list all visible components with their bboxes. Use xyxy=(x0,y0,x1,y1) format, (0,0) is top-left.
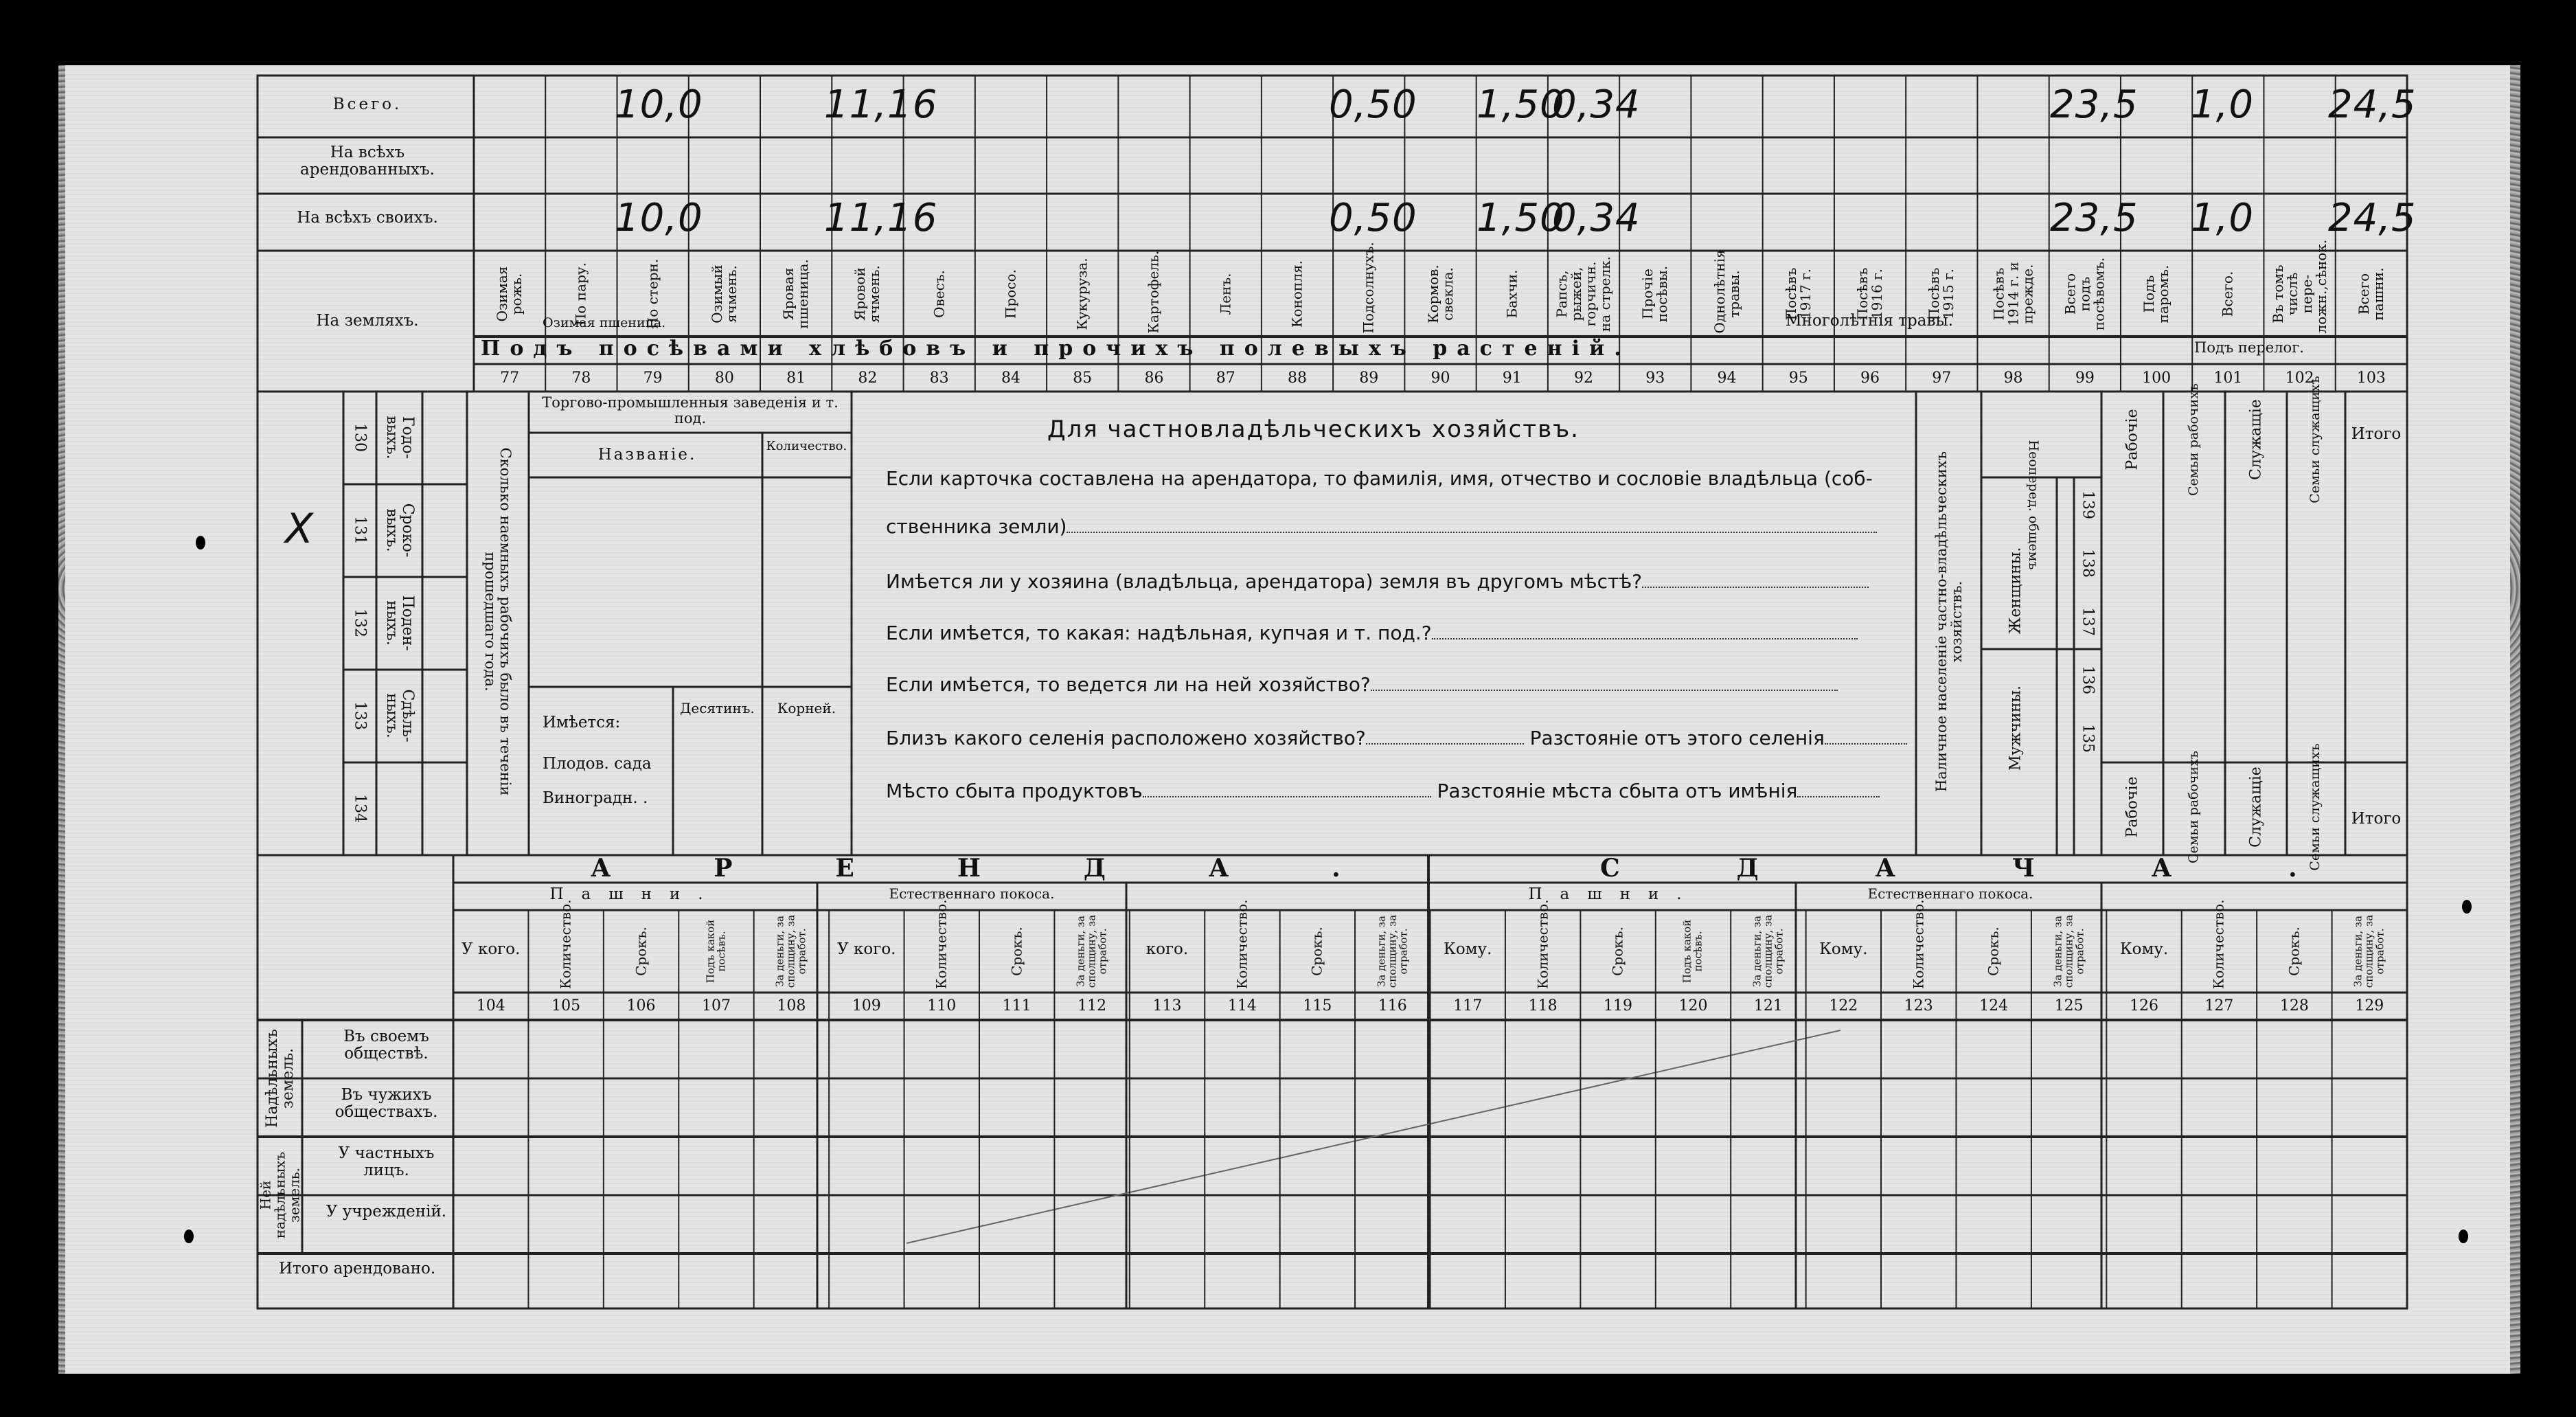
col-num-79: 79 xyxy=(643,370,663,387)
crop-header-14: Бахчи. xyxy=(1503,269,1520,319)
crop-header-26: Всего пашни. xyxy=(2355,267,2386,321)
hw-x-mark: X xyxy=(285,505,315,553)
rent-header-124: Срокъ. xyxy=(1985,927,2002,976)
col-num-119: 119 xyxy=(1604,997,1633,1014)
posev-title: Подъ посѣвами хлѣбовъ и прочихъ полевыхъ растеній. xyxy=(481,337,1631,361)
col-num-129: 129 xyxy=(2355,997,2384,1014)
rent-header-105: Количество. xyxy=(557,899,574,989)
rent-itogo: Итого арендовано. xyxy=(278,1260,436,1278)
pop-rabochie: Рабочіе xyxy=(2123,409,2141,471)
trade-vinograd: Виноградн. . xyxy=(543,789,648,807)
pop-n139: 139 xyxy=(2079,490,2097,519)
crop-header-20: Посѣвъ 1915 г. xyxy=(1926,267,1957,321)
col-num-115: 115 xyxy=(1303,997,1332,1014)
crop-header-9: Картофель. xyxy=(1145,250,1162,334)
crop-header-12: Подсолнухъ. xyxy=(1360,242,1377,334)
crop-header-0: Озимая рожь. xyxy=(494,266,525,322)
col-num-85: 85 xyxy=(1073,370,1093,387)
col-num-112: 112 xyxy=(1078,997,1107,1014)
col-num-110: 110 xyxy=(927,997,957,1014)
pop-zhen: Женщины. xyxy=(2007,547,2025,635)
col-num-96: 96 xyxy=(1860,370,1880,387)
hw-svoikh-10b: 1,0 xyxy=(2191,196,2255,240)
rent-header-117: Кому. xyxy=(1444,940,1492,958)
punch-hole xyxy=(184,1229,194,1243)
hw-vsego-11: 11,16 xyxy=(824,82,938,127)
hw-svoikh-245: 24,5 xyxy=(2328,196,2417,240)
private-q4: Если имѣется, то ведется ли на ней хозяйство? xyxy=(886,673,1889,696)
pop-n138: 138 xyxy=(2079,549,2097,578)
rent-header-111: Срокъ. xyxy=(1008,927,1025,976)
crop-header-4: Яровая пшеница. xyxy=(780,259,812,329)
col-num-89: 89 xyxy=(1359,370,1379,387)
rent-header-123: Количество. xyxy=(1910,899,1927,989)
rent-header-107: Подъ какой посѣвъ. xyxy=(704,919,727,984)
col-num-86: 86 xyxy=(1144,370,1164,387)
crop-header-21: Посѣвъ 1914 г. и прежде. xyxy=(1990,262,2036,326)
col-num-126: 126 xyxy=(2130,997,2158,1014)
rent-header-104: У кого. xyxy=(461,940,521,958)
rent-u-uchr: У учрежденій. xyxy=(326,1203,447,1221)
rent-v-chuzh: Въ чужихъ обществахъ. xyxy=(334,1086,438,1122)
col-num-118: 118 xyxy=(1528,997,1558,1014)
rent-header-119: Срокъ. xyxy=(1609,927,1626,976)
rent-header-106: Срокъ. xyxy=(632,927,650,976)
col-num-125: 125 xyxy=(2054,997,2084,1014)
private-q1b: ственника земли) xyxy=(886,515,1889,538)
col-num-104: 104 xyxy=(476,997,505,1014)
private-q5: Близъ какого селенія расположено хозяйство? Разстояніе отъ этого селенія xyxy=(886,727,1889,749)
punch-hole xyxy=(196,536,205,549)
sdacha-title: СДАЧА. xyxy=(1600,854,2414,883)
punch-hole xyxy=(2462,900,2472,914)
rent-header-114: Количество. xyxy=(1233,899,1251,989)
rent-header-109: У кого. xyxy=(837,940,896,958)
col-num-78: 78 xyxy=(571,370,591,387)
rent-header-112: За деньги, за сполщину, за отработ. xyxy=(1074,914,1108,988)
row-label-vsego: Всего. xyxy=(332,95,402,113)
pop-muzh: Мужчины. xyxy=(2007,685,2025,771)
pop-neoseduch: Неоперед. общемъ xyxy=(2025,440,2041,570)
workers-side-title: Сколько наемныхъ рабочихъ было въ теченіи прошедшаго года. xyxy=(482,447,514,796)
trade-korney: Корней. xyxy=(777,700,836,716)
hw-svoikh-050: 0,50 xyxy=(1329,196,1417,240)
col-num-77: 77 xyxy=(500,370,520,387)
hw-vsego-034: 0,34 xyxy=(1552,82,1641,127)
private-q3: Если имѣется, то какая: надѣльная, купчая и т. под.? xyxy=(886,622,1889,644)
col-num-91: 91 xyxy=(1502,370,1522,387)
crop-header-2: По стерн. xyxy=(644,258,661,330)
rent-ne-nadel: Ней надѣльныхъ земель. xyxy=(257,1151,303,1239)
mnogolet-label: Многолѣтнія травы. xyxy=(1786,312,1954,330)
hw-svoikh-235: 23,5 xyxy=(2050,196,2139,240)
num-130: 130 xyxy=(351,423,369,452)
col-num-94: 94 xyxy=(1717,370,1737,387)
crop-header-16: Прочіе посѣвы. xyxy=(1639,265,1671,323)
hw-vsego-150: 1,50 xyxy=(1477,82,1565,127)
rent-header-116: За деньги, за сполщину, за отработ. xyxy=(1375,914,1409,988)
col-num-101: 101 xyxy=(2213,370,2243,387)
rent-v-svoem: Въ своемъ обществѣ. xyxy=(343,1028,429,1063)
private-title: Для частновладѣльческихъ хозяйствъ. xyxy=(1047,416,1580,443)
rent-header-121: За деньги, за сполщину, за отработ. xyxy=(1751,914,1785,988)
crop-header-8: Кукуруза. xyxy=(1073,258,1091,330)
rent-header-125: За деньги, за сполщину, за отработ. xyxy=(2051,914,2086,988)
pop-rabochie-b: Рабочіе xyxy=(2123,776,2141,838)
label-godovykh: Годо-выхъ. xyxy=(383,416,417,460)
rent-header-120: Подъ какой посѣвъ. xyxy=(1680,919,1705,984)
col-num-97: 97 xyxy=(1932,370,1952,387)
rent-header-118: Количество. xyxy=(1534,899,1551,989)
crop-header-25: Въ томъ числѣ пере-ложн.,сѣнок. xyxy=(2269,239,2329,334)
num-132: 132 xyxy=(351,609,369,637)
crop-header-11: Конопля. xyxy=(1288,260,1306,328)
trade-title: Торгово-промышленныя заведенія и т. под. xyxy=(542,394,839,427)
crop-header-3: Озимый ячмень. xyxy=(708,264,740,324)
label-sdelnykh: Сдѣль-ныхъ. xyxy=(383,689,417,742)
num-133: 133 xyxy=(351,701,369,730)
rent-header-128: Срокъ. xyxy=(2286,927,2303,976)
pop-n137: 137 xyxy=(2079,607,2097,636)
crop-header-18: Посѣвъ 1917 г. xyxy=(1782,267,1814,321)
pop-itogo-b: Итого xyxy=(2351,810,2402,828)
population-title: Наличное населеніе частно-владѣльческихъ хозяйствъ. xyxy=(1933,451,1965,793)
col-num-124: 124 xyxy=(1979,997,2009,1014)
crop-header-13: Кормов. свекла. xyxy=(1424,264,1456,324)
trade-qty-header: Количество. xyxy=(766,439,847,453)
col-num-127: 127 xyxy=(2204,997,2234,1014)
row-label-svoikh: На всѣхъ своихъ. xyxy=(297,209,438,227)
col-num-84: 84 xyxy=(1001,370,1021,387)
rent-u-chast: У частныхъ лицъ. xyxy=(338,1144,435,1180)
col-num-98: 98 xyxy=(2003,370,2023,387)
sdacha-pashni: Пашни. xyxy=(1528,885,1700,903)
col-num-82: 82 xyxy=(858,370,878,387)
pop-semi-rab-b: Семьи рабочихъ xyxy=(2186,750,2202,864)
row-label-arend: На всѣхъ арендованныхъ. xyxy=(300,144,435,179)
col-num-102: 102 xyxy=(2285,370,2314,387)
col-num-109: 109 xyxy=(852,997,881,1014)
perelog-label: Подъ перелог. xyxy=(2194,339,2304,356)
col-num-128: 128 xyxy=(2279,997,2309,1014)
label-srokovykh: Сроко-выхъ. xyxy=(383,503,417,558)
row-label-na-zemlyakh: На земляхъ. xyxy=(316,312,419,330)
rent-header-108: За деньги, за сполщину, за отработ. xyxy=(773,914,808,988)
crop-header-1: По пару. xyxy=(572,262,589,326)
col-num-106: 106 xyxy=(626,997,656,1014)
crop-header-17: Однолѣтнія травы. xyxy=(1711,249,1742,334)
hw-vsego-245: 24,5 xyxy=(2328,82,2417,127)
pop-sluzh: Служащіе xyxy=(2247,399,2265,480)
label-podennykh: Поден-ныхъ. xyxy=(383,595,417,651)
col-num-108: 108 xyxy=(777,997,806,1014)
rent-header-115: Срокъ. xyxy=(1308,927,1325,976)
rent-nadel: Надѣльныхъ земель. xyxy=(263,1029,297,1128)
hw-vsego-10: 10,0 xyxy=(615,82,703,127)
punch-hole xyxy=(2459,1229,2468,1243)
pop-sluzh-b: Служащіе xyxy=(2247,767,2265,848)
col-num-92: 92 xyxy=(1574,370,1593,387)
col-num-107: 107 xyxy=(701,997,731,1014)
pop-n136: 136 xyxy=(2079,666,2097,694)
sdacha-pokos: Естественнаго покоса. xyxy=(1867,885,2033,902)
crop-header-23: Подъ паромъ. xyxy=(2141,264,2172,324)
col-num-116: 116 xyxy=(1378,997,1407,1014)
hw-vsego-050: 0,50 xyxy=(1329,82,1417,127)
rent-header-129: За деньги, за сполщину, за отработ. xyxy=(2351,914,2386,988)
col-num-111: 111 xyxy=(1002,997,1031,1014)
col-num-93: 93 xyxy=(1645,370,1665,387)
crop-header-6: Овесъ. xyxy=(931,270,948,318)
col-num-120: 120 xyxy=(1678,997,1708,1014)
col-num-90: 90 xyxy=(1431,370,1450,387)
col-num-122: 122 xyxy=(1829,997,1858,1014)
pop-semi-sluzh: Семьи служащихъ xyxy=(2307,376,2323,503)
hw-svoikh-034: 0,34 xyxy=(1552,196,1641,240)
private-q1: Если карточка составлена на арендатора, то фамилія, имя, отчество и сословіе владѣльца (соб- xyxy=(886,467,1873,490)
trade-plod: Плодов. сада xyxy=(543,755,652,773)
trade-imeetsya: Имѣется: xyxy=(543,714,621,732)
ozim-psh-label: Озимая пшеница. xyxy=(543,315,666,330)
col-num-105: 105 xyxy=(551,997,581,1014)
private-q2: Имѣется ли у хозяина (владѣльца, арендатора) земля въ другомъ мѣстѣ? xyxy=(886,570,1889,593)
pop-semi-rab: Семьи рабочихъ xyxy=(2186,383,2202,497)
col-num-113: 113 xyxy=(1152,997,1182,1014)
private-q6: Мѣсто сбыта продуктовъ Разстояніе мѣста сбыта отъ имѣнія xyxy=(886,780,1889,802)
rent-header-113: кого. xyxy=(1145,940,1189,958)
crop-header-22: Всего подъ посѣвомъ. xyxy=(2062,257,2108,331)
crop-header-19: Посѣвъ 1916 г. xyxy=(1854,267,1886,321)
hw-svoikh-11: 11,16 xyxy=(824,196,938,240)
crop-header-5: Яровой ячмень. xyxy=(852,265,883,323)
rent-header-127: Количество. xyxy=(2210,899,2227,989)
col-num-121: 121 xyxy=(1753,997,1783,1014)
pop-n135: 135 xyxy=(2079,724,2097,753)
arenda-title: АРЕНДА. xyxy=(591,854,1444,883)
rent-header-122: Кому. xyxy=(1819,940,1868,958)
col-num-83: 83 xyxy=(929,370,949,387)
crop-header-7: Просо. xyxy=(1002,269,1019,319)
col-num-103: 103 xyxy=(2356,370,2386,387)
col-num-114: 114 xyxy=(1227,997,1257,1014)
col-num-99: 99 xyxy=(2075,370,2095,387)
arenda-pokos: Естественнаго покоса. xyxy=(889,885,1055,902)
trade-desyat: Десятинъ. xyxy=(680,700,755,716)
col-num-100: 100 xyxy=(2142,370,2172,387)
trade-name-header: Названіе. xyxy=(597,446,697,464)
rent-header-110: Количество. xyxy=(933,899,950,989)
pop-semi-sluzh-b: Семьи служащихъ xyxy=(2307,743,2323,871)
col-num-80: 80 xyxy=(714,370,734,387)
num-131: 131 xyxy=(351,516,369,545)
crop-header-10: Ленъ. xyxy=(1217,273,1234,315)
pop-itogo: Итого xyxy=(2351,425,2402,443)
rent-header-126: Кому. xyxy=(2119,940,2169,958)
crop-header-15: Рапсъ, рыжей, горчичн. на стрелк. xyxy=(1553,256,1614,332)
col-num-117: 117 xyxy=(1453,997,1483,1014)
hw-vsego-235: 23,5 xyxy=(2050,82,2139,127)
crop-header-24: Всего. xyxy=(2219,271,2236,317)
col-num-123: 123 xyxy=(1904,997,1933,1014)
col-num-87: 87 xyxy=(1216,370,1235,387)
col-num-88: 88 xyxy=(1287,370,1307,387)
arenda-pashni: Пашни. xyxy=(549,885,721,903)
hw-svoikh-10: 10,0 xyxy=(615,196,703,240)
col-num-95: 95 xyxy=(1788,370,1808,387)
hw-vsego-10b: 1,0 xyxy=(2191,82,2255,127)
col-num-81: 81 xyxy=(786,370,806,387)
num-134: 134 xyxy=(351,794,369,823)
hw-svoikh-150: 1,50 xyxy=(1477,196,1565,240)
